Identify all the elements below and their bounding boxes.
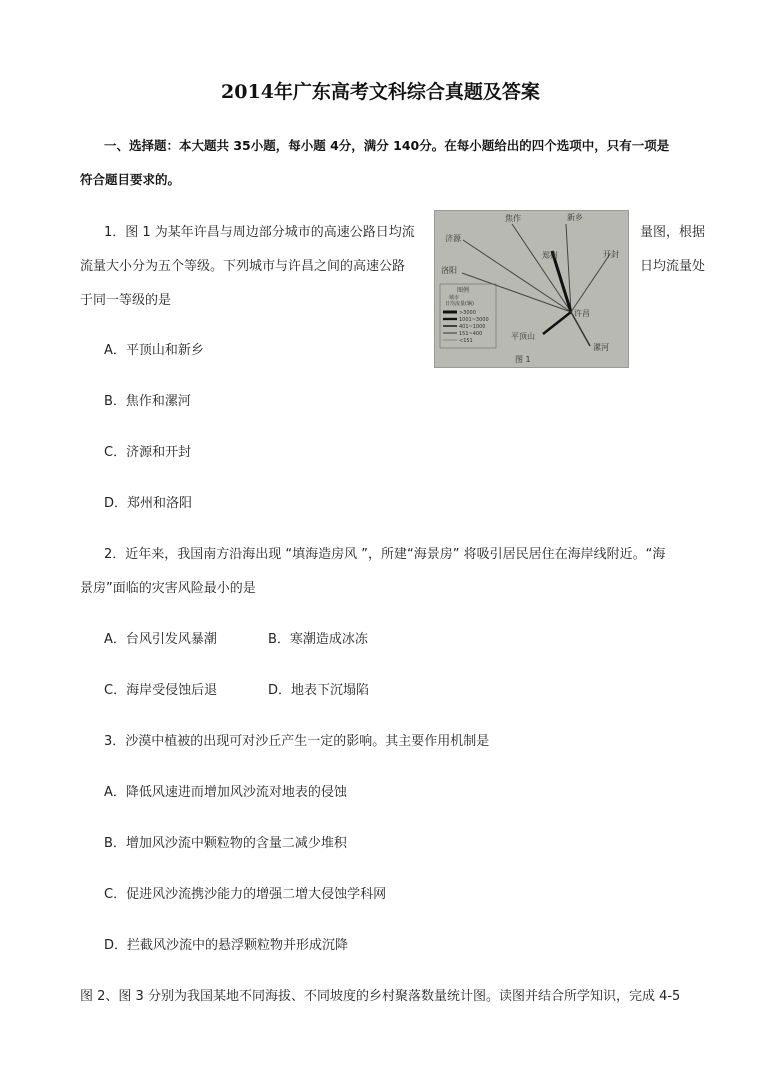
q1-option-b: B．焦作和漯河: [104, 394, 191, 409]
highway-xuchang-kaifeng: [571, 254, 610, 312]
q1-stem-line3: 于同一等级的是: [80, 293, 172, 308]
q1-stem-line2-right: 日均流量处: [640, 259, 706, 274]
legend-item-1: >3000: [459, 310, 476, 316]
legend-item-4: 151~400: [459, 331, 483, 337]
city-label-pingdingshan: 平顶山: [511, 332, 535, 341]
highway-xuchang-luoyang: [462, 273, 571, 312]
q2-option-a: A．台风引发风暴潮: [104, 632, 217, 647]
city-label-luohe: 漯河: [593, 343, 609, 352]
highway-xuchang-pingdingshan: [543, 312, 571, 334]
legend-item-5: <151: [459, 338, 473, 344]
q2-stem-line2: 景房”面临的灾害风险最小的是: [80, 581, 256, 596]
q2-option-c: C．海岸受侵蚀后退: [104, 683, 218, 698]
city-label-jiyuan: 济源: [445, 234, 461, 243]
q1-option-a: A．平顶山和新乡: [104, 343, 204, 358]
legend-item-2: 1001~3000: [459, 317, 489, 323]
figure-1-caption: 图 1: [515, 355, 531, 364]
q2-stem-line1: 2．近年来，我国南方沿海出现 “填海造房风 ”，所建“海景房” 将吸引居民居住在海岸线附近。“海: [104, 547, 666, 562]
legend-title: 图例: [457, 287, 470, 294]
legend-city-label: 城市: [449, 295, 460, 301]
q1-stem-line1-left: 1．图 1 为某年许昌与周边部分城市的高速公路日均流: [104, 225, 415, 240]
q1-stem-line2-left: 流量大小分为五个等级。下列城市与许昌之间的高速公路: [80, 259, 406, 274]
q3-option-b: B．增加风沙流中颗粒物的含量二减少堆积: [104, 836, 347, 851]
city-label-luoyang: 洛阳: [441, 266, 457, 275]
city-label-jiaozuo: 焦作: [505, 214, 521, 223]
city-label-xuchang: 许昌: [574, 309, 590, 318]
section-heading-line1: 一、选择题：本大题共 35小题，每小题 4分，满分 140分。在每小题给出的四个选项中，只有一项是: [104, 138, 670, 153]
figure-1-legend: [440, 284, 496, 348]
q1-option-d: D．郑州和洛阳: [104, 496, 193, 511]
city-label-zhengzhou: 郑州: [542, 251, 558, 260]
figure-1-highway-map: [434, 210, 629, 368]
q3-option-a: A．降低风速进而增加风沙流对地表的侵蚀: [104, 785, 347, 800]
q1-stem-line1-right: 量图，根据: [640, 225, 706, 240]
legend-flow-label: 日均流量(辆): [445, 301, 474, 307]
q4-5-intro: 图 2、图 3 分别为我国某地不同海拔、不同坡度的乡村聚落数量统计图。读图并结合所学知识，完成 4-5: [80, 989, 681, 1004]
q3-option-d: D．拦截风沙流中的悬浮颗粒物并形成沉降: [104, 938, 349, 953]
legend-item-3: 401~1000: [459, 324, 486, 330]
city-label-xinxiang: 新乡: [567, 213, 583, 222]
q1-option-c: C．济源和开封: [104, 445, 192, 460]
section-heading-line2: 符合题目要求的。: [80, 172, 181, 187]
q2-option-b: B．寒潮造成冰冻: [268, 632, 368, 647]
q2-option-d: D．地表下沉塌陷: [268, 683, 370, 698]
city-label-kaifeng: 开封: [603, 250, 619, 259]
q3-stem: 3．沙漠中植被的出现可对沙丘产生一定的影响。其主要作用机制是: [104, 734, 490, 749]
highway-xuchang-jiaozuo: [512, 224, 571, 312]
q3-option-c: C．促进风沙流携沙能力的增强二增大侵蚀学科网: [104, 887, 387, 902]
page-title: 2014年广东高考文科综合真题及答案: [221, 81, 540, 103]
